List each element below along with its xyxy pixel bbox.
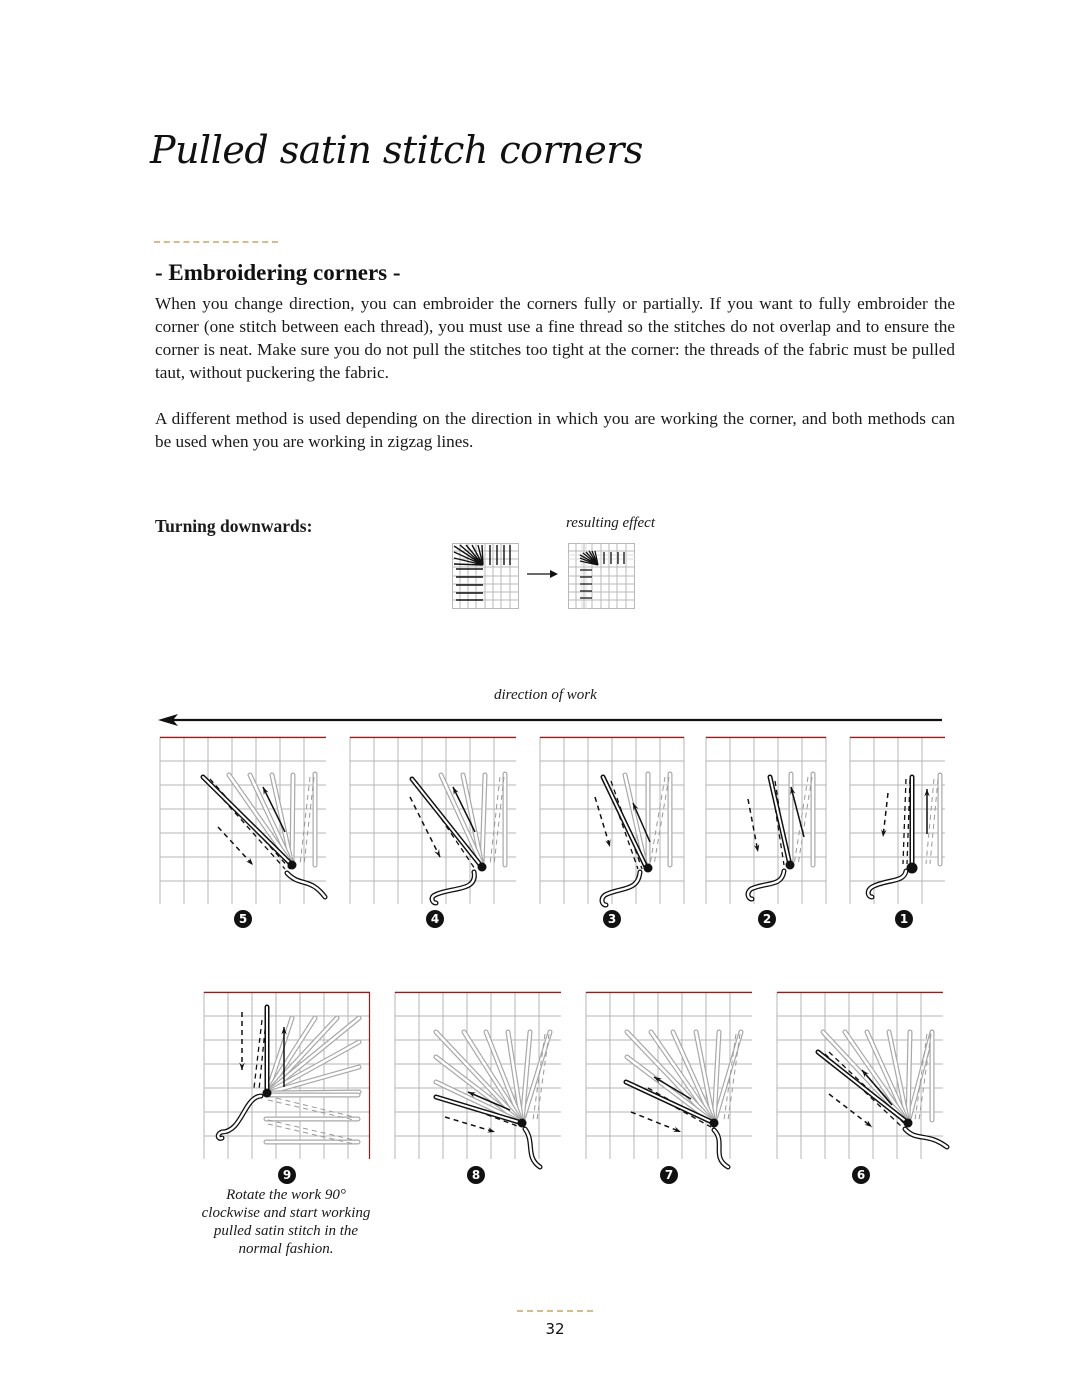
title-divider xyxy=(154,241,278,243)
arrow-right-icon xyxy=(527,568,559,580)
page-number: 32 xyxy=(545,1320,565,1338)
page-title: Pulled satin stitch corners xyxy=(150,128,643,172)
step-4-diagram xyxy=(350,737,516,904)
step-8-diagram xyxy=(395,992,561,1159)
corner-pattern-diagram xyxy=(452,543,519,609)
step-9-diagram xyxy=(204,992,370,1159)
paragraph-1: When you change direction, you can embroider the corners fully or partially. If you want to fully embroider the corner (one stitch between each thread), you must use a fine thread so the stitches do not overlap and to ensure the corner is neat. Make sure you do not pull the stitches too tight at the corner: the threads of the fabric must be pulled taut, without puckering the fabric. xyxy=(155,294,955,382)
direction-of-work-label: direction of work xyxy=(494,687,597,703)
direction-arrow-left-icon xyxy=(158,713,944,727)
step-6-number: 6 xyxy=(852,1166,870,1184)
step-7-number: 7 xyxy=(660,1166,678,1184)
step-5-diagram xyxy=(160,737,326,904)
step-2-number: 2 xyxy=(758,910,776,928)
step-8-number: 8 xyxy=(467,1166,485,1184)
step-5-number: 5 xyxy=(234,910,252,928)
step-9-number: 9 xyxy=(278,1166,296,1184)
paragraph-2: A different method is used depending on the direction in which you are working the corner, and both methods can be used when you are working in zigzag lines. xyxy=(155,409,955,451)
step-7-diagram xyxy=(586,992,752,1159)
step-3-diagram xyxy=(540,737,684,904)
step-2-diagram xyxy=(706,737,826,904)
step-1-diagram xyxy=(850,737,945,904)
step-6-diagram xyxy=(777,992,943,1159)
step-1-number: 1 xyxy=(895,910,913,928)
footer-divider xyxy=(517,1310,593,1312)
resulting-effect-label: resulting effect xyxy=(566,515,656,531)
step-3-number: 3 xyxy=(603,910,621,928)
resulting-effect-diagram xyxy=(568,543,635,609)
step-4-number: 4 xyxy=(426,910,444,928)
step-9-note: Rotate the work 90° clockwise and start working pulled satin stitch in the normal fashion. xyxy=(201,1187,371,1257)
turning-downwards-label: Turning downwards: xyxy=(155,516,313,536)
section-heading: - Embroidering corners - xyxy=(155,260,401,285)
